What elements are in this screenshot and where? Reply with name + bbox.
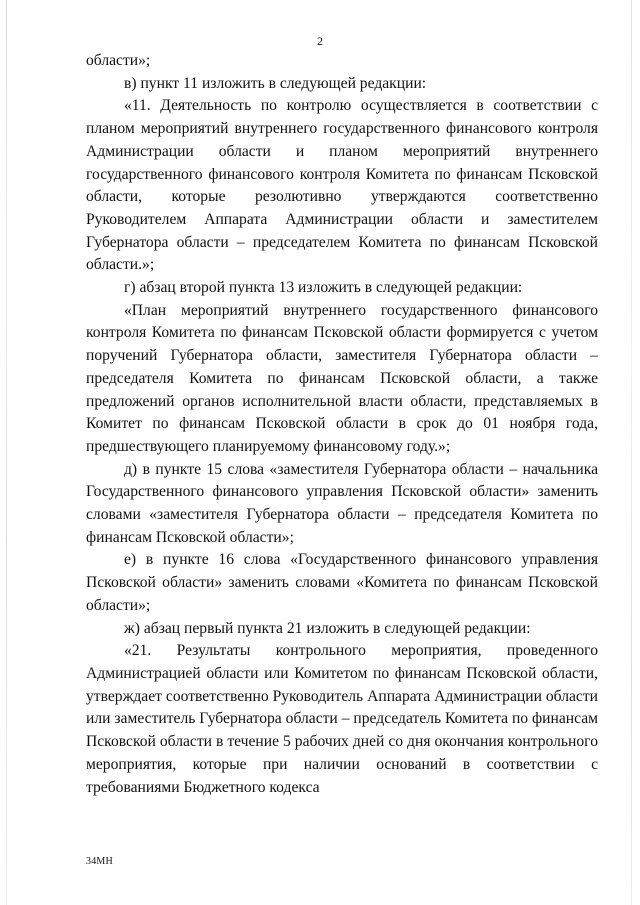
paragraph-item-e: е) в пункте 16 слова «Государственного финансового управления Псковской области» заменить словами «Комитета по финансам Псковской области»; xyxy=(86,551,598,614)
footer-code: 34МН xyxy=(86,856,113,867)
scan-edge-left xyxy=(6,0,7,905)
paragraph-plan-text: «План мероприятий внутреннего государственного финансового контроля Комитета по финансам Псковской области формируется с учетом поручений Губернатора области, заместителя Губернатора области – председателя Комитета по финансам Псковской области, а также предложений органов исполнительной власти области, представляемых в Комитет по финансам Псковской области в срок до 01 ноября года, предшествующего планируемому финансовому году.»; xyxy=(86,301,598,455)
scan-edge-right xyxy=(631,0,632,905)
paragraph-item-zh: ж) абзац первый пункта 21 изложить в следующей редакции: xyxy=(124,619,531,637)
paragraph-continuation: области»; xyxy=(86,52,151,69)
paragraph-item-g: г) абзац второй пункта 13 изложить в следующей редакции: xyxy=(124,279,523,297)
paragraph-clause-21: «21. Результаты контрольного мероприятия, проведенного Администрацией области или Комитетом по финансам Псковской области, утверждает соответственно Руководитель Аппарата Администрации области или заместитель Губернатора области – председатель Комитета по финансам Псковской области в течение 5 рабочих дней со дня окончания контрольного мероприятия, которые при наличии оснований в соответствии с требованиями Бюджетного кодекса xyxy=(86,642,598,796)
paragraph-clause-11: «11. Деятельность по контролю осуществляется в соответствии с планом мероприятий внутреннего государственного финансового контроля Администрации области и планом мероприятий внутреннего государственного финансового контроля Комитета по финансам Псковской области, которые резолютивно утверждаются соответственно Руководителем Аппарата Администрации области и заместителем Губернатора области – председателем Комитета по финансам Псковской области.»; xyxy=(86,97,598,274)
paragraph-item-v: в) пункт 11 изложить в следующей редакции: xyxy=(124,74,427,92)
document-body xyxy=(86,50,598,799)
page-number: 2 xyxy=(317,34,323,48)
paragraph-item-d: д) в пункте 15 слова «заместителя Губернатора области – начальника Государственного финансового управления Псковской области» заменить словами «заместителя Губернатора области – председателя Комитета по финансам Псковской области»; xyxy=(86,460,598,546)
